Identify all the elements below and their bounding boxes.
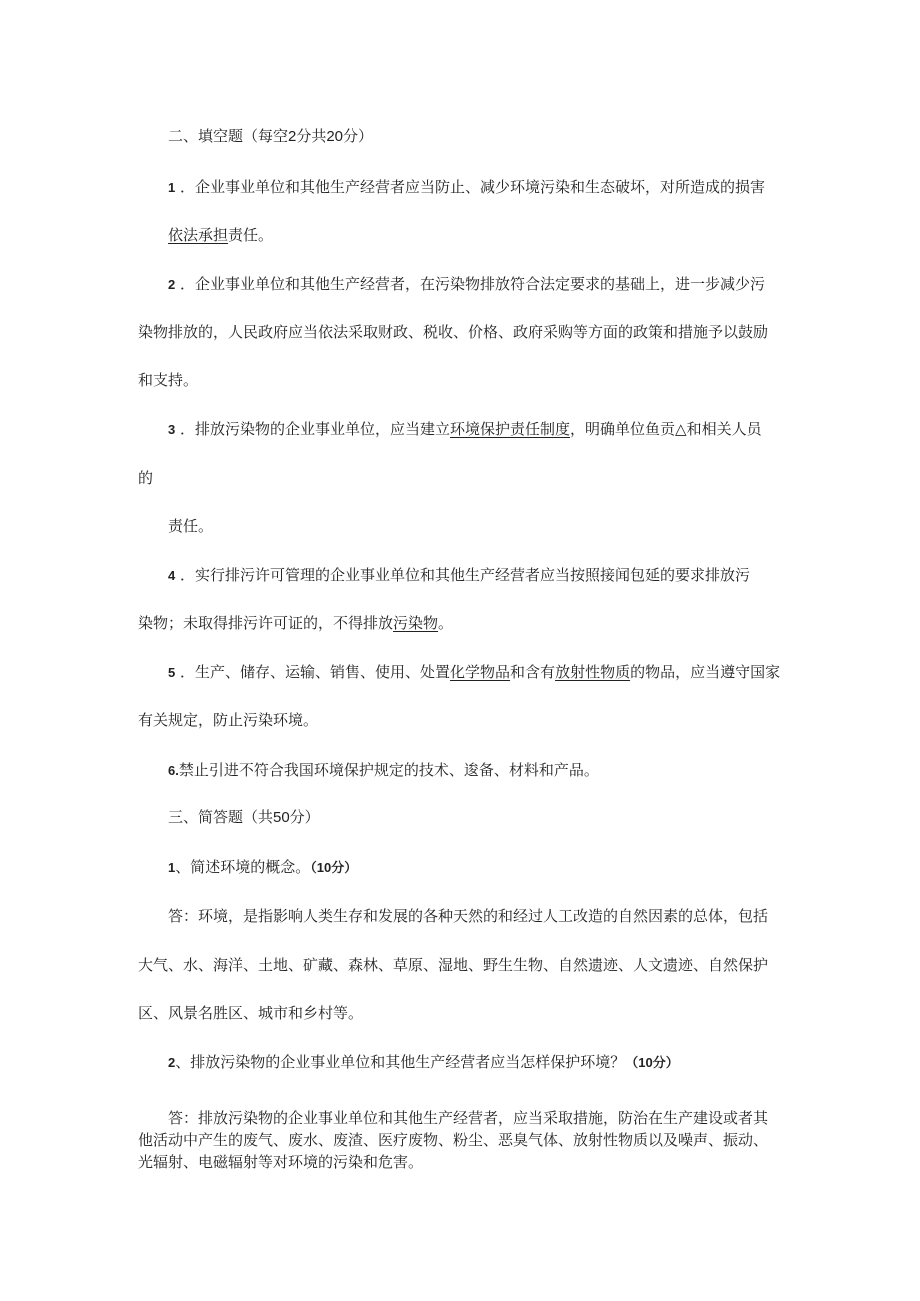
- q3-text-d: 责任。: [168, 517, 214, 535]
- q6-number: 6.: [168, 763, 179, 778]
- q4-number: 4: [168, 568, 176, 583]
- fill-q2-line1: [168, 274, 765, 295]
- q5-answer-1: 化学物品: [450, 663, 511, 681]
- q2-text-b: 染物排放的，人民政府应当依法采取财政、税收、价格、政府采购等方面的政策和措施予以鼓励: [138, 323, 769, 341]
- q6-text-a: 禁止引进不符合我国环境保护规定的技术、逡备、材料和产品。: [178, 761, 599, 779]
- short-q1-line: [168, 857, 357, 878]
- short-q2-answer-line1: [168, 1107, 768, 1129]
- q3-number: 3: [168, 422, 176, 437]
- q5-answer-2: 放射性物质: [555, 663, 631, 681]
- q4-answer: 污染物: [393, 614, 439, 632]
- section2-heading-text: 二、填空题（每空2分共20分）: [168, 128, 374, 145]
- s3-q2-score: （10分）: [625, 1055, 679, 1070]
- q5-text-a: ．生产、储存、运输、销售、使用、处置: [180, 663, 451, 681]
- fill-q4-line1: [168, 565, 750, 586]
- q5-text-b: 和含有: [510, 663, 556, 681]
- s3-q2-number: 2: [168, 1055, 176, 1070]
- s3-q1-answer-b: 大气、水、海洋、土地、矿藏、森林、草原、湿地、野生生物、自然遗迹、人文遗迹、自然保护: [138, 956, 769, 974]
- q3-text-c: 的: [138, 469, 154, 487]
- s3-q1-text: 、简述环境的概念。: [175, 858, 311, 876]
- q4-text-a: ．实行排污许可管理的企业事业单位和其他生产经营者应当按照接闻包延的要求排放污: [180, 566, 751, 584]
- q2-text-c: 和支持。: [138, 371, 199, 389]
- fill-q3-line3: [168, 516, 213, 536]
- q4-text-c: 。: [438, 614, 454, 632]
- short-q1-answer-line3: [138, 1003, 363, 1023]
- q1-answer: 依法承担: [168, 226, 229, 244]
- s3-q1-score: （10分）: [310, 860, 358, 875]
- fill-q5-line2: [138, 710, 318, 730]
- fill-q3-line1: [168, 419, 762, 440]
- s3-q2-answer-a: 答：排放污染物的企业事业单位和其他生产经营者，应当采取措施，防治在生产建设或者其: [168, 1109, 769, 1127]
- fill-q2-line2: [138, 322, 768, 342]
- q1-text-b: 责任。: [228, 226, 274, 244]
- s3-q1-number: 1: [168, 860, 176, 875]
- q3-answer: 环境保护责任制度: [450, 420, 571, 438]
- fill-q1-line1: [168, 177, 765, 198]
- s3-q1-answer-a: 答：环境，是指影响人类生存和发展的各种天然的和经过人工改造的自然因素的总体，包括: [168, 907, 769, 925]
- q5-number: 5: [168, 665, 176, 680]
- q2-text-a: ．企业事业单位和其他生产经营者，在污染物排放符合法定要求的基础上，进一步减少污: [180, 275, 766, 293]
- q3-text-a: ．排放污染物的企业事业单位，应当建立: [180, 420, 451, 438]
- s3-q2-answer-b: 他活动中产生的废气、废水、废渣、医疗废物、粉尘、恶臭气体、放射性物质以及噪声、振动、: [138, 1131, 769, 1149]
- s3-q1-answer-c: 区、风景名胜区、城市和乡村等。: [138, 1004, 364, 1022]
- q4-text-b: 染物；未取得排污许可证的，不得排放: [138, 614, 394, 632]
- q2-number: 2: [168, 277, 176, 292]
- fill-q3-line2: [138, 468, 153, 488]
- s3-q2-answer-c: 光辐射、电磁辐射等对环境的污染和危害。: [138, 1153, 424, 1171]
- fill-q5-line1: [168, 662, 780, 683]
- fill-q2-line3: [138, 370, 198, 390]
- fill-q1-line2: [168, 225, 273, 245]
- q3-text-b: ，明确单位鱼贡△和相关人员: [570, 420, 762, 438]
- s3-q2-text: 、排放污染物的企业事业单位和其他生产经营者应当怎样保护环境？: [175, 1053, 626, 1071]
- q5-text-d: 有关规定，防止污染环境。: [138, 711, 319, 729]
- section2-heading: [168, 127, 373, 147]
- section3-heading-text: 三、简答题（共50分）: [168, 809, 320, 826]
- short-q1-answer-line2: [138, 955, 768, 975]
- q1-number: 1: [168, 180, 176, 195]
- q5-text-c: 的物品，应当遵守国家: [630, 663, 781, 681]
- short-q2-line: [168, 1052, 679, 1073]
- short-q2-answer-line3: [138, 1151, 423, 1173]
- q1-text-a: ．企业事业单位和其他生产经营者应当防止、减少环境污染和生态破坏，对所造成的损害: [180, 178, 766, 196]
- short-q2-answer-line2: [138, 1129, 768, 1151]
- fill-q6-line1: [168, 760, 599, 781]
- fill-q4-line2: [138, 613, 453, 633]
- short-q1-answer-line1: [168, 906, 768, 926]
- section3-heading: [168, 808, 320, 828]
